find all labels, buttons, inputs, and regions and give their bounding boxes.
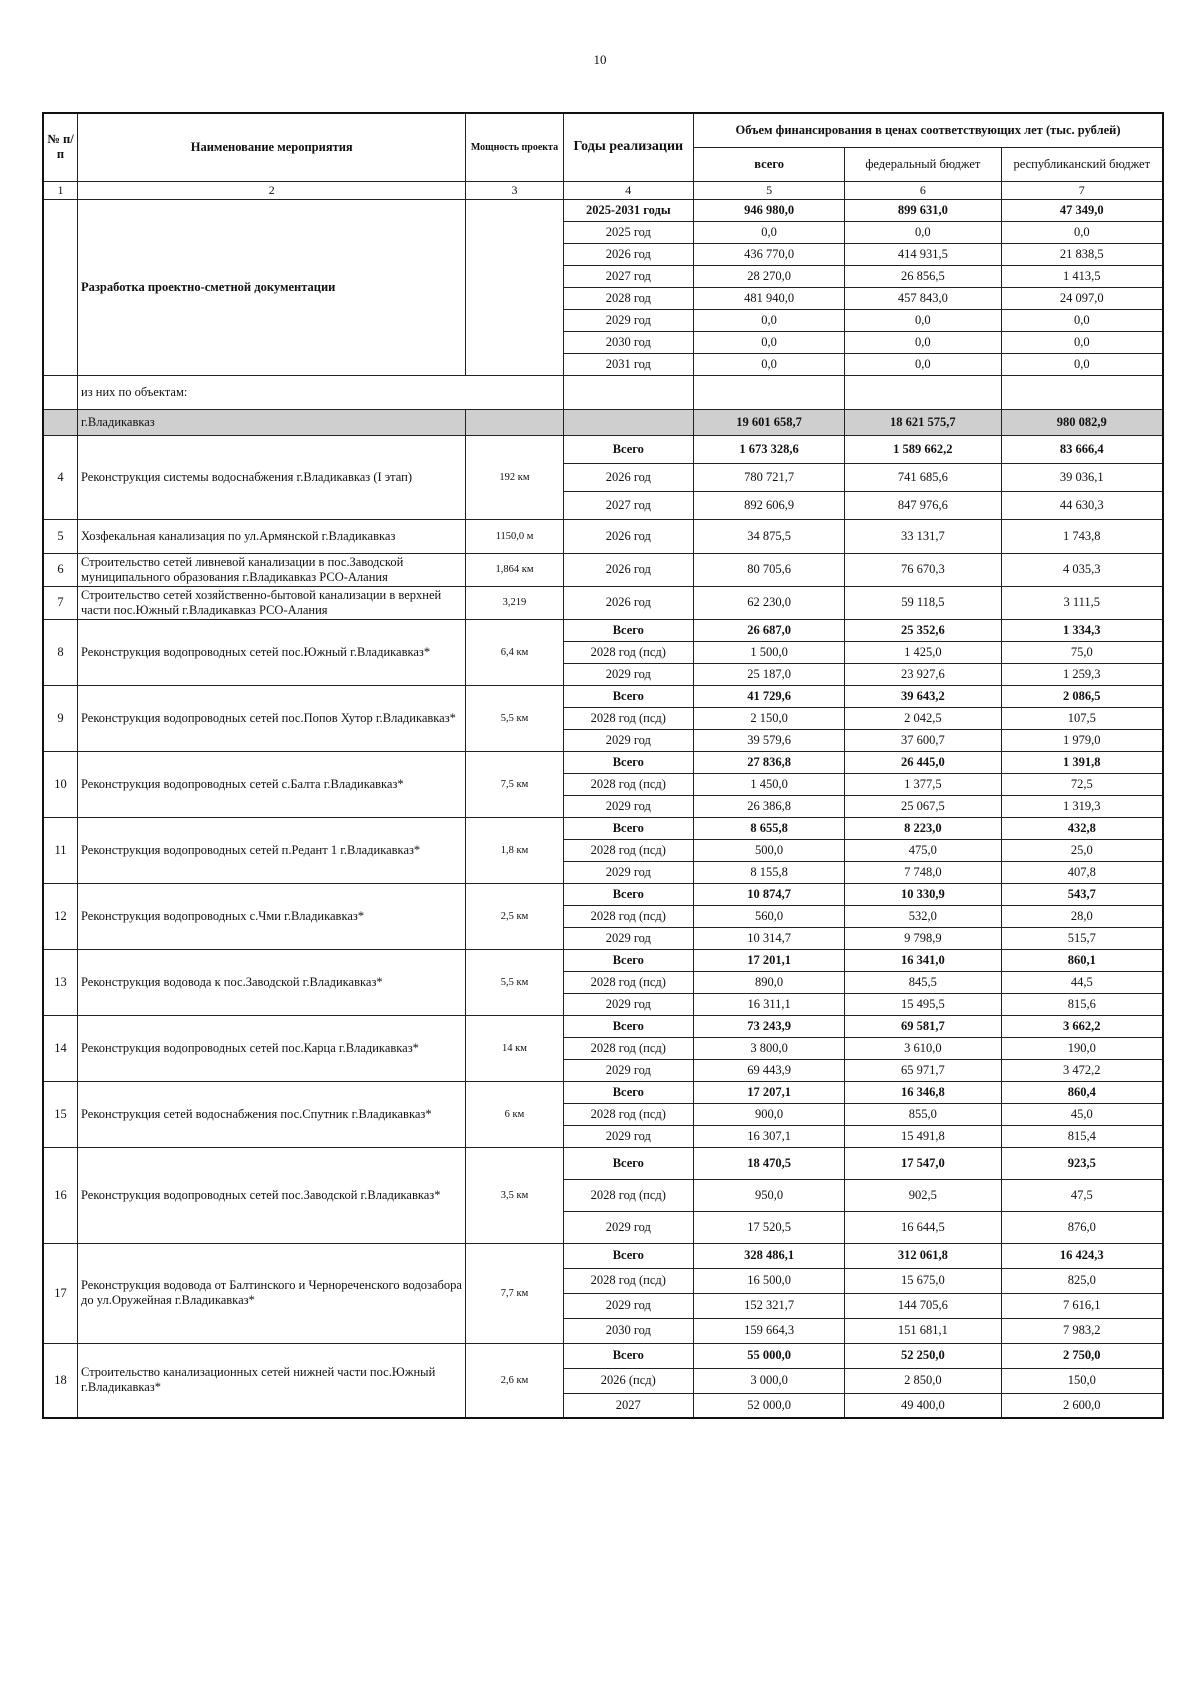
total-value: 26 687,0: [694, 619, 845, 641]
federal-value: 33 131,7: [845, 519, 1001, 553]
year-cell: Всего: [563, 751, 694, 773]
project-power: 1150,0 м: [466, 519, 563, 553]
total-value: 26 386,8: [694, 795, 845, 817]
total-value: 52 000,0: [694, 1393, 845, 1418]
table-row: [43, 751, 1163, 773]
table-row: [43, 1343, 1163, 1368]
total-value: 17 520,5: [694, 1211, 845, 1243]
table-row: [43, 619, 1163, 641]
federal-value: 15 491,8: [845, 1125, 1001, 1147]
year-cell: 2028 год (псд): [563, 773, 694, 795]
total-value: 27 836,8: [694, 751, 845, 773]
total-value: 69 443,9: [694, 1059, 845, 1081]
republic-value: 1 413,5: [1001, 265, 1163, 287]
federal-value: 532,0: [845, 905, 1001, 927]
republic-value: 1 259,3: [1001, 663, 1163, 685]
republic-value: 47,5: [1001, 1179, 1163, 1211]
federal-value: 39 643,2: [845, 685, 1001, 707]
measure-name: Реконструкция водопроводных сетей пос.Южный г.Владикавказ*: [78, 619, 466, 685]
year-cell: 2029 год: [563, 927, 694, 949]
federal-value: 59 118,5: [845, 586, 1001, 619]
year-cell: 2028 год (псд): [563, 1103, 694, 1125]
total-value: 17 201,1: [694, 949, 845, 971]
total-value: 16 307,1: [694, 1125, 845, 1147]
year-cell: 2027 год: [563, 265, 694, 287]
year-cell: 2030 год: [563, 1318, 694, 1343]
header-years: Годы реализации: [563, 113, 694, 181]
federal-value: 2 850,0: [845, 1368, 1001, 1393]
republic-value: 75,0: [1001, 641, 1163, 663]
city-name: г.Владикавказ: [78, 409, 466, 435]
row-number: 11: [43, 817, 78, 883]
total-value: 39 579,6: [694, 729, 845, 751]
table-row: [43, 435, 1163, 463]
federal-value: 1 589 662,2: [845, 435, 1001, 463]
row-number: 10: [43, 751, 78, 817]
republic-value: 150,0: [1001, 1368, 1163, 1393]
republic-value: 28,0: [1001, 905, 1163, 927]
table-row: [43, 1081, 1163, 1103]
city-total-row: [43, 409, 1163, 435]
republic-value: [1001, 375, 1163, 409]
row-number: 4: [43, 435, 78, 519]
republic-value: 860,1: [1001, 949, 1163, 971]
row-number: 5: [43, 519, 78, 553]
republic-value: 1 979,0: [1001, 729, 1163, 751]
republic-value: 825,0: [1001, 1268, 1163, 1293]
republic-value: 1 319,3: [1001, 795, 1163, 817]
federal-value: 845,5: [845, 971, 1001, 993]
total-value: 1 500,0: [694, 641, 845, 663]
total-value: 0,0: [694, 331, 845, 353]
federal-value: 0,0: [845, 331, 1001, 353]
year-cell: 2027 год: [563, 491, 694, 519]
year-cell: 2028 год (псд): [563, 1179, 694, 1211]
total-value: 780 721,7: [694, 463, 845, 491]
total-value: 8 655,8: [694, 817, 845, 839]
total-value: 41 729,6: [694, 685, 845, 707]
row-number: 13: [43, 949, 78, 1015]
federal-value: 0,0: [845, 309, 1001, 331]
federal-value: 1 425,0: [845, 641, 1001, 663]
republic-value: 3 662,2: [1001, 1015, 1163, 1037]
total-value: 159 664,3: [694, 1318, 845, 1343]
row-number: 14: [43, 1015, 78, 1081]
federal-value: 414 931,5: [845, 243, 1001, 265]
republic-value: 7 983,2: [1001, 1318, 1163, 1343]
year-cell: 2026 год: [563, 519, 694, 553]
federal-value: 7 748,0: [845, 861, 1001, 883]
republic-value: 923,5: [1001, 1147, 1163, 1179]
federal-value: 899 631,0: [845, 199, 1001, 221]
project-power: 14 км: [466, 1015, 563, 1081]
project-power: [466, 199, 563, 375]
col-number: 5: [694, 181, 845, 199]
federal-value: 3 610,0: [845, 1037, 1001, 1059]
total-value: 16 500,0: [694, 1268, 845, 1293]
year-cell: 2025 год: [563, 221, 694, 243]
project-power: 192 км: [466, 435, 563, 519]
republic-value: 24 097,0: [1001, 287, 1163, 309]
row-number: 17: [43, 1243, 78, 1343]
federal-value: 26 856,5: [845, 265, 1001, 287]
table-row: [43, 553, 1163, 586]
year-cell: 2028 год (псд): [563, 905, 694, 927]
republic-value: 515,7: [1001, 927, 1163, 949]
col-number: 3: [466, 181, 563, 199]
federal-value: 0,0: [845, 353, 1001, 375]
project-power: 7,5 км: [466, 751, 563, 817]
year-cell: Всего: [563, 1243, 694, 1268]
row-number: [43, 199, 78, 375]
row-number: 7: [43, 586, 78, 619]
column-numbers-row: [43, 181, 1163, 199]
project-power: 2,5 км: [466, 883, 563, 949]
republic-value: 16 424,3: [1001, 1243, 1163, 1268]
col-number: 4: [563, 181, 694, 199]
federal-value: 1 377,5: [845, 773, 1001, 795]
federal-value: 65 971,7: [845, 1059, 1001, 1081]
federal-value: 475,0: [845, 839, 1001, 861]
year-cell: 2028 год (псд): [563, 707, 694, 729]
by-objects-label: из них по объектам:: [78, 375, 564, 409]
total-value: 500,0: [694, 839, 845, 861]
row-number: 16: [43, 1147, 78, 1243]
col-number: 1: [43, 181, 78, 199]
total-value: 328 486,1: [694, 1243, 845, 1268]
federal-value: [845, 375, 1001, 409]
total-value: 18 470,5: [694, 1147, 845, 1179]
total-value: 1 673 328,6: [694, 435, 845, 463]
year-cell: 2028 год (псд): [563, 1268, 694, 1293]
federal-value: 18 621 575,7: [845, 409, 1001, 435]
republic-value: 860,4: [1001, 1081, 1163, 1103]
republic-value: 980 082,9: [1001, 409, 1163, 435]
header-republic: республиканский бюджет: [1001, 147, 1163, 181]
year-cell: 2026 год: [563, 243, 694, 265]
header-finance: Объем финансирования в ценах соответствующих лет (тыс. рублей): [694, 113, 1163, 147]
year-cell: Всего: [563, 949, 694, 971]
federal-value: 15 675,0: [845, 1268, 1001, 1293]
total-value: 0,0: [694, 353, 845, 375]
year-cell: 2028 год (псд): [563, 839, 694, 861]
republic-value: 107,5: [1001, 707, 1163, 729]
table-row: [43, 1243, 1163, 1268]
republic-value: 3 111,5: [1001, 586, 1163, 619]
republic-value: 1 391,8: [1001, 751, 1163, 773]
year-cell: 2029 год: [563, 795, 694, 817]
table-body: [43, 199, 1163, 1418]
row-number: 18: [43, 1343, 78, 1418]
republic-value: 21 838,5: [1001, 243, 1163, 265]
measure-name: Хозфекальная канализация по ул.Армянской г.Владикавказ: [78, 519, 466, 553]
row-number: 15: [43, 1081, 78, 1147]
total-value: 80 705,6: [694, 553, 845, 586]
total-value: 19 601 658,7: [694, 409, 845, 435]
federal-value: 37 600,7: [845, 729, 1001, 751]
measure-name: Реконструкция системы водоснабжения г.Владикавказ (I этап): [78, 435, 466, 519]
total-value: 0,0: [694, 221, 845, 243]
federal-value: 741 685,6: [845, 463, 1001, 491]
year-cell: 2029 год: [563, 861, 694, 883]
financing-table: [42, 112, 1164, 1419]
total-value: 10 314,7: [694, 927, 845, 949]
total-value: 73 243,9: [694, 1015, 845, 1037]
federal-value: 8 223,0: [845, 817, 1001, 839]
row-number: [43, 375, 78, 409]
year-cell: 2028 год (псд): [563, 971, 694, 993]
federal-value: 10 330,9: [845, 883, 1001, 905]
republic-value: 432,8: [1001, 817, 1163, 839]
year-cell: 2026 (псд): [563, 1368, 694, 1393]
republic-value: 1 334,3: [1001, 619, 1163, 641]
year-cell: Всего: [563, 1081, 694, 1103]
year-cell: [563, 375, 694, 409]
year-cell: Всего: [563, 619, 694, 641]
total-value: 946 980,0: [694, 199, 845, 221]
year-cell: 2028 год (псд): [563, 641, 694, 663]
republic-value: 25,0: [1001, 839, 1163, 861]
federal-value: 9 798,9: [845, 927, 1001, 949]
year-cell: Всего: [563, 435, 694, 463]
federal-value: 0,0: [845, 221, 1001, 243]
total-value: 25 187,0: [694, 663, 845, 685]
total-value: 62 230,0: [694, 586, 845, 619]
total-value: 28 270,0: [694, 265, 845, 287]
federal-value: 855,0: [845, 1103, 1001, 1125]
project-power: 5,5 км: [466, 949, 563, 1015]
federal-value: 16 341,0: [845, 949, 1001, 971]
federal-value: 25 352,6: [845, 619, 1001, 641]
federal-value: 902,5: [845, 1179, 1001, 1211]
year-cell: 2025-2031 годы: [563, 199, 694, 221]
republic-value: 815,4: [1001, 1125, 1163, 1147]
measure-name: Строительство канализационных сетей нижней части пос.Южный г.Владикавказ*: [78, 1343, 466, 1418]
measure-name: Реконструкция водопроводных сетей пос.Заводской г.Владикавказ*: [78, 1147, 466, 1243]
table-row: [43, 1015, 1163, 1037]
table-row: [43, 817, 1163, 839]
measure-name: Строительство сетей хозяйственно-бытовой канализации в верхней части пос.Южный г.Владикавказ РСО-Алания: [78, 586, 466, 619]
page-number: 10: [593, 52, 607, 67]
project-power: 2,6 км: [466, 1343, 563, 1418]
project-power: 3,5 км: [466, 1147, 563, 1243]
total-value: 481 940,0: [694, 287, 845, 309]
republic-value: 44,5: [1001, 971, 1163, 993]
federal-value: 847 976,6: [845, 491, 1001, 519]
republic-value: 2 750,0: [1001, 1343, 1163, 1368]
republic-value: 47 349,0: [1001, 199, 1163, 221]
republic-value: 815,6: [1001, 993, 1163, 1015]
project-power: 6,4 км: [466, 619, 563, 685]
measure-name: Реконструкция водовода к пос.Заводской г.Владикавказ*: [78, 949, 466, 1015]
measure-name: Реконструкция водовода от Балтинского и Чернореченского водозабора до ул.Оружейная г.Владикавказ*: [78, 1243, 466, 1343]
row-number: 9: [43, 685, 78, 751]
federal-value: 76 670,3: [845, 553, 1001, 586]
header-federal: федеральный бюджет: [845, 147, 1001, 181]
col-number: 7: [1001, 181, 1163, 199]
federal-value: 52 250,0: [845, 1343, 1001, 1368]
measure-name: Реконструкция водопроводных сетей пос.Карца г.Владикавказ*: [78, 1015, 466, 1081]
federal-value: 23 927,6: [845, 663, 1001, 685]
year-cell: Всего: [563, 883, 694, 905]
header-power: Мощность проекта: [466, 113, 563, 181]
year-cell: 2029 год: [563, 1125, 694, 1147]
measure-name: Строительство сетей ливневой канализации в пос.Заводской муниципального образования г.Владикавказ РСО-Алания: [78, 553, 466, 586]
total-value: [694, 375, 845, 409]
total-value: 3 800,0: [694, 1037, 845, 1059]
republic-value: 0,0: [1001, 331, 1163, 353]
project-power: 1,864 км: [466, 553, 563, 586]
header-total: всего: [694, 147, 845, 181]
total-value: 1 450,0: [694, 773, 845, 795]
project-power: 1,8 км: [466, 817, 563, 883]
total-value: 152 321,7: [694, 1293, 845, 1318]
total-value: 890,0: [694, 971, 845, 993]
republic-value: 0,0: [1001, 309, 1163, 331]
project-power: 3,219: [466, 586, 563, 619]
year-cell: 2029 год: [563, 1059, 694, 1081]
republic-value: 543,7: [1001, 883, 1163, 905]
row-number: 8: [43, 619, 78, 685]
measure-name: Реконструкция водопроводных с.Чми г.Владикавказ*: [78, 883, 466, 949]
federal-value: 312 061,8: [845, 1243, 1001, 1268]
federal-value: 16 346,8: [845, 1081, 1001, 1103]
year-cell: Всего: [563, 1147, 694, 1179]
total-value: 16 311,1: [694, 993, 845, 1015]
federal-value: 26 445,0: [845, 751, 1001, 773]
total-value: 8 155,8: [694, 861, 845, 883]
table-row: [43, 586, 1163, 619]
total-value: 560,0: [694, 905, 845, 927]
total-value: 436 770,0: [694, 243, 845, 265]
total-value: 3 000,0: [694, 1368, 845, 1393]
table-row: [43, 1147, 1163, 1179]
republic-value: 0,0: [1001, 221, 1163, 243]
project-power: [466, 409, 563, 435]
measure-name: Реконструкция водопроводных сетей п.Редант 1 г.Владикавказ*: [78, 817, 466, 883]
year-cell: 2031 год: [563, 353, 694, 375]
table-row: [43, 949, 1163, 971]
row-number: [43, 409, 78, 435]
federal-value: 151 681,1: [845, 1318, 1001, 1343]
republic-value: 44 630,3: [1001, 491, 1163, 519]
total-value: 55 000,0: [694, 1343, 845, 1368]
federal-value: 25 067,5: [845, 795, 1001, 817]
year-cell: 2026 год: [563, 586, 694, 619]
republic-value: 0,0: [1001, 353, 1163, 375]
republic-value: 876,0: [1001, 1211, 1163, 1243]
year-cell: Всего: [563, 1343, 694, 1368]
federal-value: 69 581,7: [845, 1015, 1001, 1037]
federal-value: 2 042,5: [845, 707, 1001, 729]
project-power: 6 км: [466, 1081, 563, 1147]
federal-value: 16 644,5: [845, 1211, 1001, 1243]
table-row: [43, 519, 1163, 553]
table-row: [43, 685, 1163, 707]
table-row: [43, 199, 1163, 221]
by-objects-row: [43, 375, 1163, 409]
year-cell: Всего: [563, 1015, 694, 1037]
total-value: 10 874,7: [694, 883, 845, 905]
republic-value: 39 036,1: [1001, 463, 1163, 491]
header-name: Наименование мероприятия: [78, 113, 466, 181]
row-number: 12: [43, 883, 78, 949]
federal-value: 457 843,0: [845, 287, 1001, 309]
republic-value: 4 035,3: [1001, 553, 1163, 586]
year-cell: 2026 год: [563, 463, 694, 491]
year-cell: 2029 год: [563, 729, 694, 751]
measure-name: Разработка проектно-сметной документации: [78, 199, 466, 375]
row-number: 6: [43, 553, 78, 586]
col-number: 2: [78, 181, 466, 199]
federal-value: 15 495,5: [845, 993, 1001, 1015]
federal-value: 49 400,0: [845, 1393, 1001, 1418]
year-cell: [563, 409, 694, 435]
republic-value: 2 600,0: [1001, 1393, 1163, 1418]
total-value: 17 207,1: [694, 1081, 845, 1103]
col-number: 6: [845, 181, 1001, 199]
year-cell: 2027: [563, 1393, 694, 1418]
header-num: № п/п: [43, 113, 78, 181]
measure-name: Реконструкция сетей водоснабжения пос.Спутник г.Владикавказ*: [78, 1081, 466, 1147]
measure-name: Реконструкция водопроводных сетей пос.Попов Хутор г.Владикавказ*: [78, 685, 466, 751]
total-value: 0,0: [694, 309, 845, 331]
year-cell: 2028 год: [563, 287, 694, 309]
republic-value: 7 616,1: [1001, 1293, 1163, 1318]
total-value: 900,0: [694, 1103, 845, 1125]
year-cell: 2028 год (псд): [563, 1037, 694, 1059]
republic-value: 45,0: [1001, 1103, 1163, 1125]
federal-value: 144 705,6: [845, 1293, 1001, 1318]
year-cell: 2029 год: [563, 663, 694, 685]
federal-value: 17 547,0: [845, 1147, 1001, 1179]
table-row: [43, 883, 1163, 905]
year-cell: 2026 год: [563, 553, 694, 586]
year-cell: 2029 год: [563, 1211, 694, 1243]
project-power: 7,7 км: [466, 1243, 563, 1343]
project-power: 5,5 км: [466, 685, 563, 751]
republic-value: 72,5: [1001, 773, 1163, 795]
total-value: 950,0: [694, 1179, 845, 1211]
year-cell: 2029 год: [563, 309, 694, 331]
republic-value: 1 743,8: [1001, 519, 1163, 553]
total-value: 2 150,0: [694, 707, 845, 729]
republic-value: 3 472,2: [1001, 1059, 1163, 1081]
year-cell: Всего: [563, 685, 694, 707]
year-cell: 2029 год: [563, 1293, 694, 1318]
republic-value: 190,0: [1001, 1037, 1163, 1059]
year-cell: 2030 год: [563, 331, 694, 353]
year-cell: 2029 год: [563, 993, 694, 1015]
total-value: 34 875,5: [694, 519, 845, 553]
republic-value: 2 086,5: [1001, 685, 1163, 707]
year-cell: Всего: [563, 817, 694, 839]
republic-value: 407,8: [1001, 861, 1163, 883]
measure-name: Реконструкция водопроводных сетей с.Балта г.Владикавказ*: [78, 751, 466, 817]
total-value: 892 606,9: [694, 491, 845, 519]
republic-value: 83 666,4: [1001, 435, 1163, 463]
